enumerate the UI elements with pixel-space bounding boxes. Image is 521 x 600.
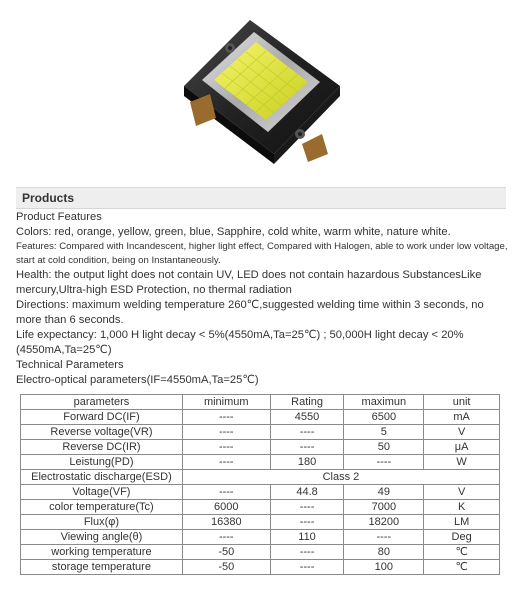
table-row: [21, 530, 500, 545]
table-cell: Reverse DC(IR): [21, 440, 183, 455]
table-cell: 6000: [182, 500, 270, 515]
table-cell: ----: [182, 410, 270, 425]
header-cell: unit: [424, 395, 500, 410]
table-cell: 180: [270, 455, 344, 470]
table-cell: W: [424, 455, 500, 470]
table-cell: Voltage(VF): [21, 485, 183, 500]
header-cell: maximun: [344, 395, 424, 410]
table-cell: 49: [344, 485, 424, 500]
table-cell: ----: [270, 440, 344, 455]
spec-table: [20, 394, 500, 575]
table-cell: V: [424, 425, 500, 440]
led-module-image: [170, 6, 350, 176]
life-expectancy-line: Life expectancy: 1,000 H light decay < 5%(4550mA,Ta=25℃) ; 50,000H light decay < 20%(4550mA,Ta=25℃): [16, 329, 464, 356]
table-cell: K: [424, 500, 500, 515]
table-cell: ----: [182, 530, 270, 545]
table-cell: ----: [182, 455, 270, 470]
table-cell: Leistung(PD): [21, 455, 183, 470]
table-cell: 5: [344, 425, 424, 440]
table-cell: 100: [344, 560, 424, 575]
table-row: [21, 560, 500, 575]
table-cell: Reverse voltage(VR): [21, 425, 183, 440]
table-cell: Flux(φ): [21, 515, 183, 530]
directions-line: Directions: maximum welding temperature 260℃,suggested welding time within 3 seconds, no more than 6 seconds.: [16, 299, 484, 326]
header-cell: Rating: [270, 395, 344, 410]
table-cell: mA: [424, 410, 500, 425]
table-row: [21, 455, 500, 470]
table-cell: LM: [424, 515, 500, 530]
product-features-heading: Product Features: [16, 211, 102, 223]
table-cell: -50: [182, 560, 270, 575]
table-cell: 110: [270, 530, 344, 545]
health-line: Health: the output light does not contain UV, LED does not contain hazardous SubstancesLike mercury,Ultra-high ESD Protection, no thermal radiation: [16, 269, 482, 296]
features-line: Features: Compared with Incandescent, higher light effect, Compared with Halogen, able to work under low voltage, start at cold condition, being on Instantaneously.: [16, 241, 508, 266]
table-row: [21, 440, 500, 455]
table-row: [21, 500, 500, 515]
table-cell: Electrostatic discharge(ESD): [21, 470, 183, 485]
table-header-row: [21, 395, 500, 410]
table-cell: 7000: [344, 500, 424, 515]
table-row: [21, 545, 500, 560]
section-title: Products: [22, 191, 75, 205]
table-cell: ----: [270, 515, 344, 530]
table-cell: 44.8: [270, 485, 344, 500]
table-cell: ----: [344, 455, 424, 470]
table-cell: Viewing angle(θ): [21, 530, 183, 545]
table-cell: ----: [270, 545, 344, 560]
table-cell: working temperature: [21, 545, 183, 560]
table-cell: 4550: [270, 410, 344, 425]
table-cell-merged: Class 2: [182, 470, 499, 485]
table-cell: ----: [182, 425, 270, 440]
table-cell: V: [424, 485, 500, 500]
table-cell: ℃: [424, 545, 500, 560]
table-row: [21, 485, 500, 500]
table-row: [21, 425, 500, 440]
products-section-header: [16, 187, 506, 209]
table-cell: 80: [344, 545, 424, 560]
table-cell: ℃: [424, 560, 500, 575]
table-cell: ----: [344, 530, 424, 545]
table-cell: 18200: [344, 515, 424, 530]
product-description: [16, 210, 508, 388]
table-cell: storage temperature: [21, 560, 183, 575]
table-cell: -50: [182, 545, 270, 560]
table-cell: 50: [344, 440, 424, 455]
table-cell: ----: [270, 500, 344, 515]
table-cell: ----: [182, 485, 270, 500]
header-cell: parameters: [21, 395, 183, 410]
table-cell: 16380: [182, 515, 270, 530]
table-cell: 6500: [344, 410, 424, 425]
technical-parameters-heading: Technical Parameters: [16, 359, 124, 371]
header-cell: minimum: [182, 395, 270, 410]
electro-optical-heading: Electro-optical parameters(IF=4550mA,Ta=25℃): [16, 374, 259, 386]
table-cell: Deg: [424, 530, 500, 545]
table-cell: Forward DC(IF): [21, 410, 183, 425]
table-row-esd: [21, 470, 500, 485]
table-cell: ----: [270, 560, 344, 575]
colors-line: Colors: red, orange, yellow, green, blue, Sapphire, cold white, warm white, nature white.: [16, 226, 451, 238]
table-cell: ----: [182, 440, 270, 455]
table-row: [21, 515, 500, 530]
table-cell: color temperature(Tc): [21, 500, 183, 515]
table-cell: μA: [424, 440, 500, 455]
table-row: [21, 410, 500, 425]
table-cell: ----: [270, 425, 344, 440]
